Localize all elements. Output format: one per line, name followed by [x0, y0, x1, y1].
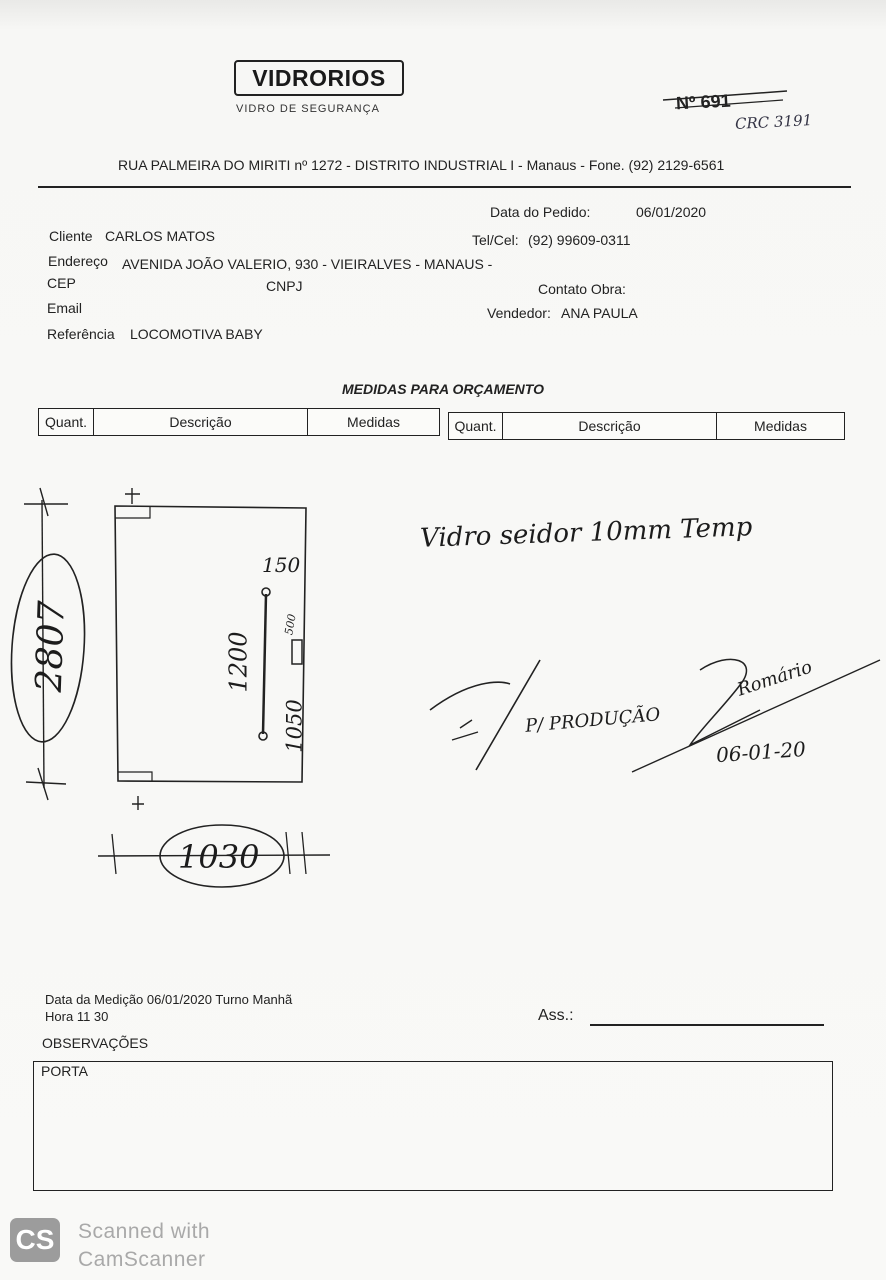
- column-header-quantity: Quant.: [39, 409, 94, 435]
- signature: Romário: [734, 656, 815, 701]
- signature-line: [590, 1024, 824, 1026]
- reference-value: LOCOMOTIVA BABY: [130, 326, 263, 342]
- seller-label: Vendedor:: [487, 305, 551, 321]
- column-header-description: Descrição: [94, 409, 308, 435]
- company-address: RUA PALMEIRA DO MIRITI nº 1272 - DISTRITO INDUSTRIAL I - Manaus - Fone. (92) 2129-6561: [118, 157, 725, 173]
- watermark-line-2: CamScanner: [78, 1248, 206, 1271]
- shift-value: Manhã: [252, 992, 293, 1007]
- logo-tagline: VIDRO DE SEGURANÇA: [236, 103, 380, 115]
- observations-text: PORTA: [41, 1063, 88, 1079]
- client-value: CARLOS MATOS: [105, 228, 215, 244]
- column-header-quantity: Quant.: [449, 413, 503, 439]
- observations-label: OBSERVAÇÕES: [42, 1035, 149, 1051]
- measurements-table-left: [38, 408, 440, 436]
- dimension-height: 2807: [28, 599, 73, 694]
- shift-label: Turno: [215, 992, 249, 1007]
- dimension-handle-length: 1200: [224, 631, 253, 693]
- hour-label: Hora: [45, 1009, 74, 1024]
- observations-box: [33, 1061, 833, 1191]
- dimension-top-offset: 150: [262, 553, 301, 577]
- dimension-width: 1030: [178, 838, 260, 876]
- header-divider: [38, 186, 851, 188]
- cnpj-label: CNPJ: [266, 278, 303, 294]
- production-note: P/ PRODUÇÃO: [524, 704, 662, 737]
- measure-date-line: [45, 992, 292, 1007]
- watermark-line-1: Scanned with: [78, 1220, 211, 1243]
- order-number-annotation: CRC 3191: [734, 110, 813, 134]
- glass-note: Vidro seidor 10mm Temp: [419, 512, 753, 554]
- cep-label: CEP: [47, 275, 76, 291]
- reference-label: Referência: [47, 326, 115, 342]
- measure-date-label: Data da Medição: [45, 992, 144, 1007]
- order-number: Nº 691: [675, 90, 732, 114]
- contact-label: Contato Obra:: [538, 281, 626, 297]
- signed-date: 06-01-20: [715, 736, 807, 768]
- measure-date-value: 06/01/2020: [146, 992, 212, 1007]
- address-value: AVENIDA JOÃO VALERIO, 930 - VIEIRALVES - MANAUS -: [122, 256, 493, 272]
- address-label: Endereço: [48, 253, 108, 269]
- dimension-handle-gap: 1050: [282, 699, 307, 753]
- phone-value: (92) 99609-0311: [528, 232, 631, 248]
- seller-value: ANA PAULA: [561, 305, 638, 321]
- dimension-lock-offset: 500: [282, 613, 299, 636]
- order-date-value: 06/01/2020: [636, 204, 707, 220]
- phone-label: Tel/Cel:: [472, 232, 519, 248]
- measurements-title: MEDIDAS PARA ORÇAMENTO: [342, 381, 544, 397]
- camscanner-logo-icon: CS: [10, 1218, 60, 1262]
- column-header-description: Descrição: [503, 413, 717, 439]
- hour-value: 11 30: [76, 1009, 109, 1024]
- signature-label: Ass.:: [538, 1007, 574, 1024]
- order-date-label: Data do Pedido:: [490, 204, 591, 220]
- column-header-measures: Medidas: [347, 414, 400, 430]
- company-logo: VIDRORIOS: [234, 60, 404, 96]
- email-label: Email: [47, 300, 83, 316]
- hour-line: [45, 1009, 108, 1024]
- column-header-measures: Medidas: [754, 418, 807, 434]
- measurements-table-right: [448, 412, 845, 440]
- client-label: Cliente: [49, 228, 93, 244]
- camscanner-watermark: [78, 1218, 210, 1274]
